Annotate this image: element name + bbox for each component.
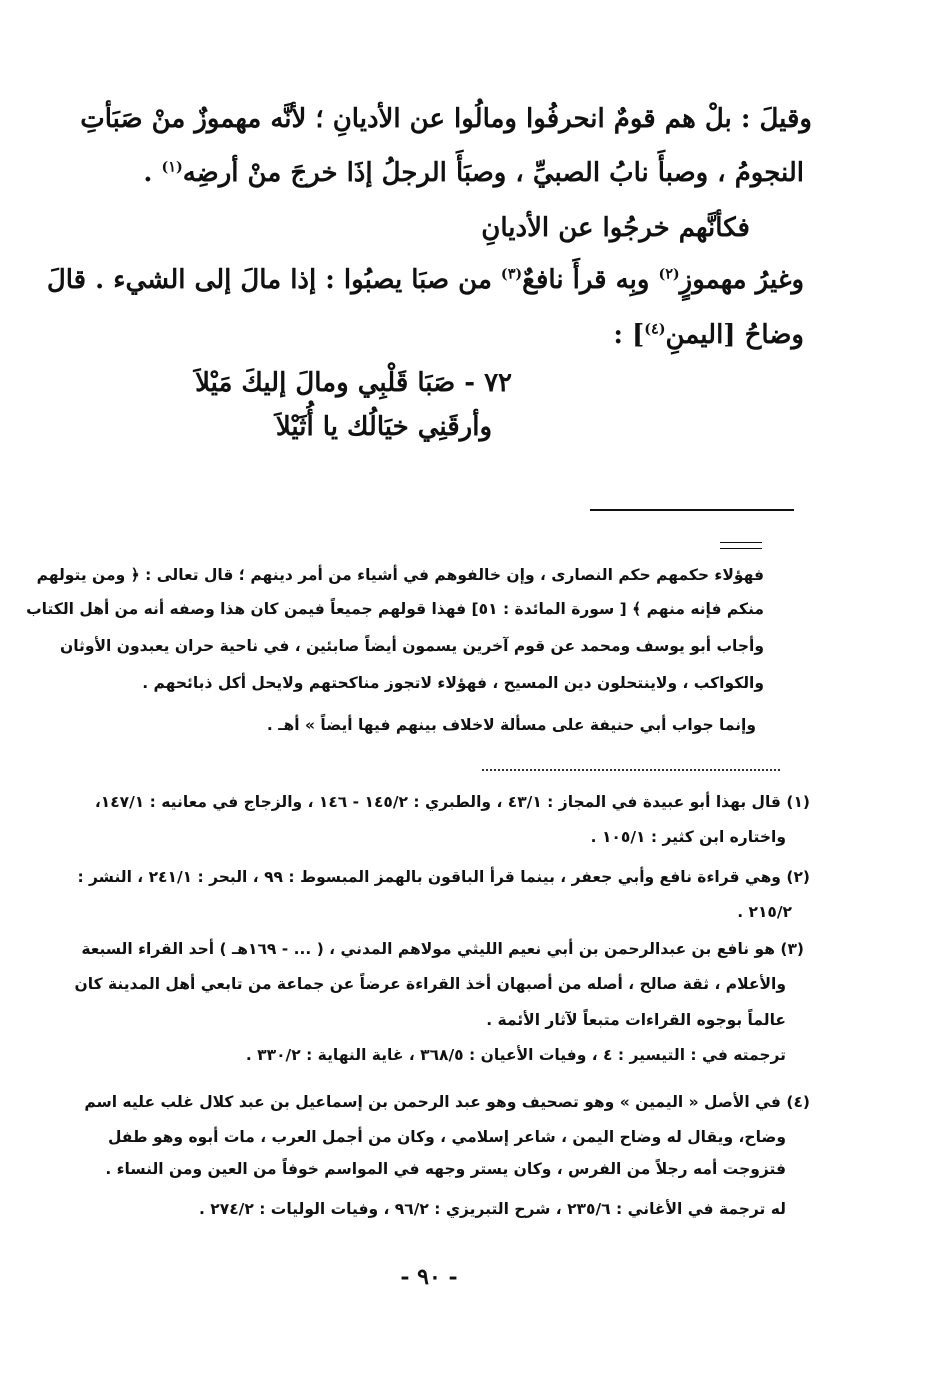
footnote-ref-1: (١) [161,159,183,176]
footnote-4-line-1: (٤) في الأصل « اليمين » وهو تصحيف وهو عبد الرحمن بن إسماعيل بن عبد كلال غلب عليه اسم [84,1093,810,1111]
footnote-3-line-1: (٣) هو نافع بن عبدالرحمن بن أبي نعيم الليثي مولاهم المدني ، ( ... - ١٦٩هـ ) أحد القراء السبعة [81,940,804,958]
main-line-2 [143,158,804,189]
footnote-ref-2: (٢) [658,266,680,283]
page-number: - ٩٠ - [400,1264,458,1290]
main-line-4 [47,265,804,296]
main-line-4-end: من صبَا يصبُوا : إذا مالَ إلى الشيء . قالَ [46,265,501,295]
footnote-3-line-4: ترجمته في : التيسير : ٤ ، وفيات الأعيان : ٣٦٨/٥ ، غاية النهاية : ٣٣٠/٢ . [245,1046,786,1064]
verse-line-1: ٧٢ - صَبَا قَلْبِي ومالَ إليكَ مَيْلاَ [195,368,512,398]
footnote-ref-3: (٣) [500,266,523,283]
footnote-3-line-2: والأعلام ، ثقة صالح ، أصله من أصبهان أخذ القراءة عرضاً عن جماعة من تابعي أهل المدينة كان [74,975,786,993]
commentary-marker-line-2 [720,548,762,549]
commentary-line-1: فهؤلاء حكمهم حكم النصارى ، وإن خالفوهم في أشياء من أمر دينهم ؛ قال تعالى : ﴿ ومن يتولهم [36,566,764,584]
main-line-4-text: وغيرُ مهموزٍ [679,265,804,295]
commentary-marker-line-1 [720,542,762,543]
footnote-2-line-2: ٢١٥/٢ . [737,903,792,921]
footnote-4-line-4: له ترجمة في الأغاني : ٢٣٥/٦ ، شرح التبريزي : ٩٦/٢ ، وفيات الوليات : ٢٧٤/٢ . [199,1200,786,1218]
commentary-line-4: والكواكب ، ولاينتحلون دين المسيح ، فهؤلاء لاتجوز مناكحتهم ولايحل أكل ذبائحهم . [142,674,764,692]
commentary-line-3: وأجاب أبو يوسف ومحمد عن قوم آخرين يسمون أيضاً صابئين ، في ناحية حران يعبدون الأوثان [59,637,764,655]
commentary-line-2: منكم فإنه منهم ﴾ [ سورة المائدة : ٥١] فهذا قولهم جميعاً فيمن كان هذا وصفه أنه من أهل الكتاب [26,600,764,618]
main-line-5 [613,320,804,351]
footnote-1-line-1: (١) قال بهذا أبو عبيدة في المجاز : ٤٣/١ ، والطبري : ١٤٥/٢ - ١٤٦ ، والزجاج في معانيه : ١٤٧/١، [94,793,810,811]
main-line-5-text: وضاحُ [اليمنِ [665,320,804,350]
footnote-2-line-1: (٢) وهي قراءة نافع وأبي جعفر ، بينما قرأ الباقون بالهمز المبسوط : ٩٩ ، البحر : ٢٤١/١ ، النشر : [77,868,810,886]
main-line-5-end: ] : [613,320,645,350]
main-line-3: فكأنَّهم خرجُوا عن الأديانِ [481,213,750,243]
main-line-4-mid: وبِه قرأَ نافعٌ [522,265,659,295]
main-line-2-text: النجومُ ، وصبأَ نابُ الصبيِّ ، وصبَأَ الرجلُ إذَا خرجَ منْ أرضِه [182,158,804,188]
commentary-line-5: وإنما جواب أبي حنيفة على مسألة لاخلاف بينهم فيها أيضاً » أهـ . [266,716,756,734]
main-line-2-end: . [143,158,162,188]
dotted-separator [482,769,780,771]
footnote-1-line-2: واختاره ابن كثير : ١٠٥/١ . [590,828,786,846]
footnote-4-line-2: وضاح، ويقال له وضاح اليمن ، شاعر إسلامي ، وكان من أجمل العرب ، مات أبوه وهو طفل [107,1128,786,1146]
main-line-1: وقيلَ : بلْ هم قومٌ انحرفُوا ومالُوا عن الأديانِ ؛ لأنَّه مهموزٌ منْ صَبَأتِ [80,104,812,134]
footnote-separator [590,509,794,511]
footnote-3-line-3: عالماً بوجوه القراءات متبعاً لآثار الأئمة . [486,1011,786,1029]
verse-line-2: وأرقَنِي خيَالُك يا أُثَيْلاَ [275,412,492,442]
footnote-4-line-3: فتزوجت أمه رجلاً من الفرس ، وكان يستر وجهه في المواسم خوفاً من العين ومن النساء . [105,1160,786,1178]
footnote-ref-4: (٤) [644,321,666,338]
